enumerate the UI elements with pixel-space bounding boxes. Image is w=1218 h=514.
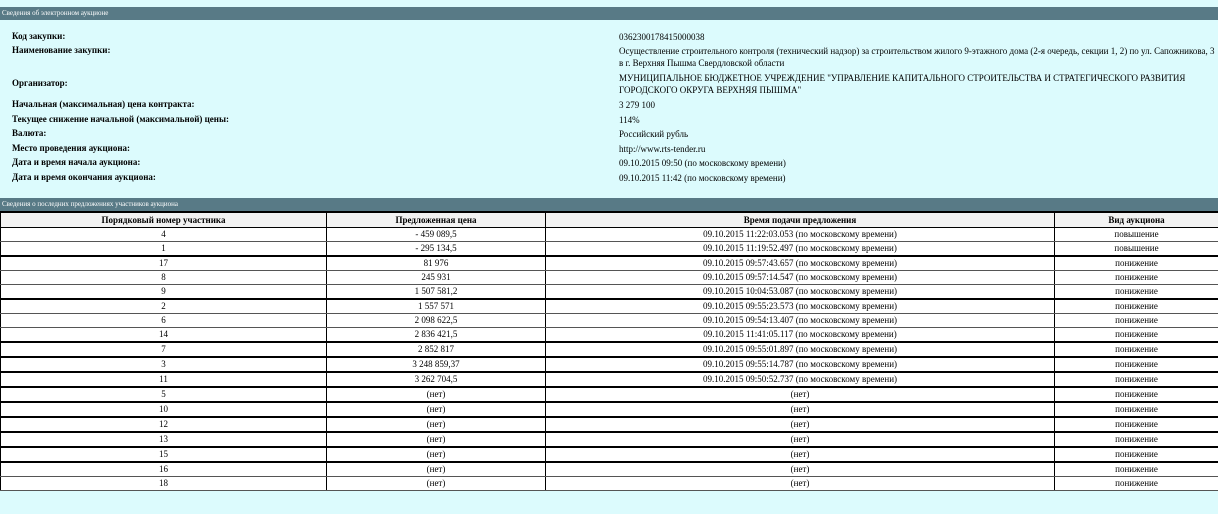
time-cell: 09.10.2015 09:57:14.547 (по московскому времени) [546,271,1055,285]
table-row [1,387,1218,402]
info-label: Начальная (максимальная) цена контракта: [12,99,195,109]
time-cell: 09.10.2015 09:50:52.737 (по московскому времени) [546,372,1055,387]
info-label: Дата и время окончания аукциона: [12,172,156,182]
info-section-header [0,7,1218,20]
auction-type-cell: понижение [1055,447,1218,462]
bids-table [0,211,1218,491]
auction-type-cell: понижение [1055,314,1218,328]
info-value: 3 279 100 [619,100,655,110]
info-value: 114% [619,115,640,125]
info-value: МУНИЦИПАЛЬНОЕ БЮДЖЕТНОЕ УЧРЕЖДЕНИЕ "УПРАВЛЕНИЕ КАПИТАЛЬНОГО СТРОИТЕЛЬСТВА И СТРАТЕГИЧЕСКОГО РАЗВИТИЯ ГОРОДСКОГО ОКРУГА ВЕРХНЯЯ ПЫШМА" [619,73,1186,95]
participant-number-cell: 11 [1,372,327,387]
price-cell: 3 248 859,37 [327,357,546,372]
table-row [1,256,1218,271]
price-cell: - 459 089,5 [327,228,546,242]
info-label: Код закупки: [12,31,66,41]
participant-number-cell: 18 [1,477,327,491]
participant-number-cell: 14 [1,328,327,343]
participant-number-cell: 6 [1,314,327,328]
auction-type-cell: понижение [1055,271,1218,285]
price-cell: 245 931 [327,271,546,285]
table-row [1,357,1218,372]
auction-type-cell: понижение [1055,285,1218,300]
auction-type-cell: понижение [1055,477,1218,491]
auction-type-cell: понижение [1055,372,1218,387]
table-row [1,447,1218,462]
table-row [1,271,1218,285]
auction-link[interactable]: http://www.rts-tender.ru [619,144,706,154]
participant-number-cell: 16 [1,462,327,477]
price-cell: 1 507 581,2 [327,285,546,300]
info-label: Организатор: [12,78,68,88]
time-cell: (нет) [546,402,1055,417]
info-label: Место проведения аукциона: [12,143,131,153]
time-cell: (нет) [546,477,1055,491]
participant-number-cell: 5 [1,387,327,402]
price-cell: (нет) [327,402,546,417]
col-header-participant: Порядковый номер участника [1,212,327,228]
info-section-title: Сведения об электронном аукционе [2,9,109,17]
participant-number-cell: 17 [1,256,327,271]
col-header-type: Вид аукциона [1055,212,1218,228]
auction-type-cell: понижение [1055,462,1218,477]
participant-number-cell: 2 [1,299,327,314]
price-cell: (нет) [327,462,546,477]
auction-type-cell: понижение [1055,299,1218,314]
time-cell: 09.10.2015 10:04:53.087 (по московскому времени) [546,285,1055,300]
auction-type-cell: понижение [1055,328,1218,343]
info-value: Осуществление строительного контроля (технический надзор) за строительством жилого 9-этажного дома (2-я очередь, секции 1, 2) по ул. Сапожникова, 3 в г. Верхняя Пышма Свердловской области [619,46,1215,68]
auction-type-cell: понижение [1055,342,1218,357]
time-cell: 09.10.2015 09:55:01.897 (по московскому времени) [546,342,1055,357]
table-row [1,477,1218,491]
auction-type-cell: понижение [1055,256,1218,271]
info-value: 09.10.2015 11:42 (по московскому времени) [619,173,786,183]
bids-table-body [1,228,1218,491]
auction-type-cell: понижение [1055,387,1218,402]
auction-type-cell: понижение [1055,432,1218,447]
table-row [1,342,1218,357]
time-cell: 09.10.2015 09:55:14.787 (по московскому времени) [546,357,1055,372]
table-row [1,417,1218,432]
table-row [1,314,1218,328]
participant-number-cell: 12 [1,417,327,432]
table-row [1,228,1218,242]
time-cell: 09.10.2015 09:54:13.407 (по московскому времени) [546,314,1055,328]
time-cell: (нет) [546,387,1055,402]
price-cell: 2 098 622,5 [327,314,546,328]
auction-type-cell: понижение [1055,417,1218,432]
participant-number-cell: 3 [1,357,327,372]
price-cell: 2 852 817 [327,342,546,357]
participant-number-cell: 13 [1,432,327,447]
time-cell: 09.10.2015 09:55:23.573 (по московскому времени) [546,299,1055,314]
time-cell: 09.10.2015 11:19:52.497 (по московскому времени) [546,242,1055,257]
participant-number-cell: 8 [1,271,327,285]
price-cell: (нет) [327,477,546,491]
time-cell: 09.10.2015 11:41:05.117 (по московскому времени) [546,328,1055,343]
bids-header-row [1,212,1218,228]
time-cell: (нет) [546,462,1055,477]
participant-number-cell: 1 [1,242,327,257]
auction-type-cell: понижение [1055,357,1218,372]
info-label: Валюта: [12,128,47,138]
table-row [1,432,1218,447]
time-cell: 09.10.2015 09:57:43.657 (по московскому времени) [546,256,1055,271]
price-cell: - 295 134,5 [327,242,546,257]
table-row [1,402,1218,417]
auction-type-cell: понижение [1055,402,1218,417]
info-value: Российский рубль [619,129,689,139]
table-row [1,372,1218,387]
time-cell: (нет) [546,447,1055,462]
table-row [1,299,1218,314]
participant-number-cell: 10 [1,402,327,417]
participant-number-cell: 15 [1,447,327,462]
table-row [1,462,1218,477]
auction-info [0,20,1218,198]
table-row [1,242,1218,257]
info-label: Текущее снижение начальной (максимальной) цены: [12,114,230,124]
table-row [1,328,1218,343]
col-header-time: Время подачи предложения [546,212,1055,228]
price-cell: 2 836 421,5 [327,328,546,343]
time-cell: (нет) [546,432,1055,447]
participant-number-cell: 7 [1,342,327,357]
price-cell: (нет) [327,387,546,402]
price-cell: (нет) [327,417,546,432]
table-row [1,285,1218,300]
info-label: Дата и время начала аукциона: [12,157,141,167]
price-cell: (нет) [327,447,546,462]
info-value: 0362300178415000038 [619,32,705,42]
price-cell: 1 557 571 [327,299,546,314]
auction-type-cell: повышение [1055,228,1218,242]
participant-number-cell: 9 [1,285,327,300]
time-cell: 09.10.2015 11:22:03.053 (по московскому времени) [546,228,1055,242]
info-label: Наименование закупки: [12,45,111,55]
participant-number-cell: 4 [1,228,327,242]
info-value: 09.10.2015 09:50 (по московскому времени) [619,158,786,168]
price-cell: (нет) [327,432,546,447]
top-strip [0,0,1218,7]
auction-type-cell: повышение [1055,242,1218,257]
price-cell: 3 262 704,5 [327,372,546,387]
col-header-price: Предложенная цена [327,212,546,228]
bids-section-header [0,198,1218,211]
time-cell: (нет) [546,417,1055,432]
bids-section-title: Сведения о последних предложениях участников аукциона [2,200,179,208]
price-cell: 81 976 [327,256,546,271]
